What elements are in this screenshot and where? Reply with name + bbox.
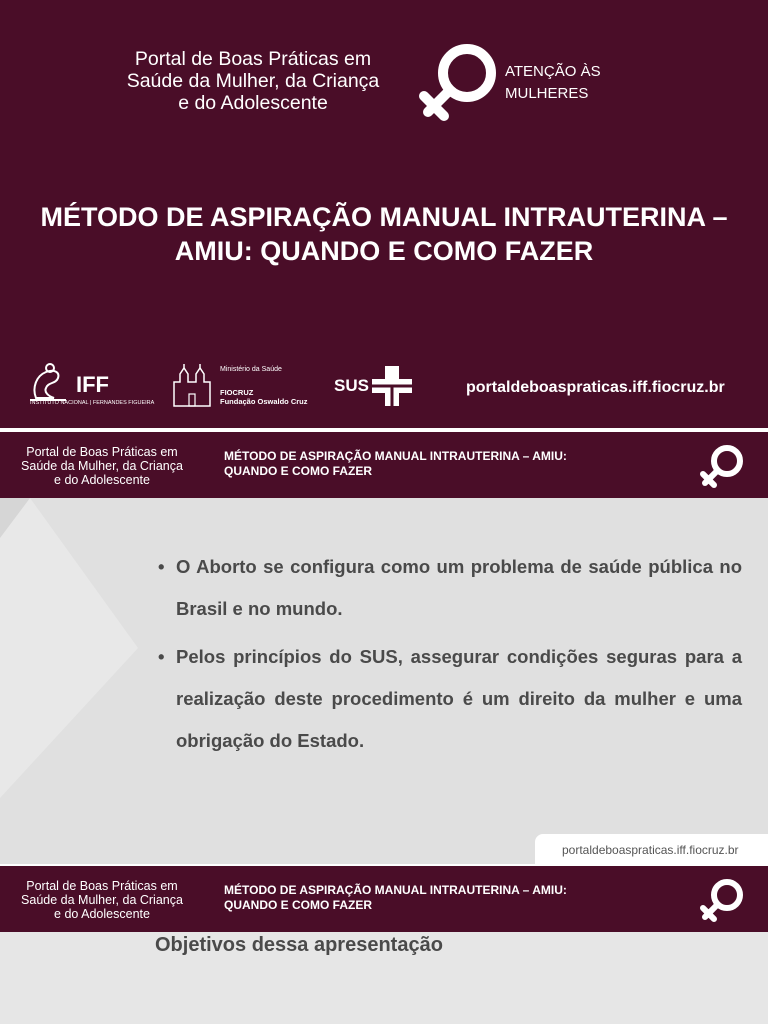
bullet-text: Pelos princípios do SUS, assegurar condições seguras para a realização deste procedimento é um direito da mulher e uma obrigação do Estado.	[176, 646, 742, 751]
header-title	[224, 883, 567, 913]
content-slide	[0, 866, 768, 1024]
header-portal-line: e do Adolescente	[54, 473, 150, 487]
header-portal-name	[16, 879, 188, 921]
female-symbol-icon	[418, 40, 500, 122]
header-title-line: MÉTODO DE ASPIRAÇÃO MANUAL INTRAUTERINA – AMIU:	[224, 449, 567, 463]
content-slide	[0, 432, 768, 866]
title-line: AMIU: QUANDO E COMO FAZER	[174, 236, 594, 266]
fiocruz-name	[220, 388, 308, 406]
sus-logo	[334, 364, 416, 408]
section-label	[505, 61, 601, 105]
fiocruz-logo	[170, 362, 330, 410]
portal-name-line: Saúde da Mulher, da Criança	[126, 70, 380, 92]
header-title-line: MÉTODO DE ASPIRAÇÃO MANUAL INTRAUTERINA – AMIU:	[224, 883, 567, 897]
sus-logo-text: SUS	[334, 376, 369, 395]
header-portal-line: Saúde da Mulher, da Criança	[21, 459, 183, 473]
bullet-item	[158, 546, 742, 630]
slide-body	[0, 498, 768, 866]
header-portal-name	[16, 445, 188, 487]
title-slide	[0, 0, 768, 432]
fiocruz-castle-icon	[170, 362, 214, 408]
header-title-line: QUANDO E COMO FAZER	[224, 898, 373, 912]
fiocruz-name-line: Fundação Oswaldo Cruz	[220, 397, 308, 406]
iff-logo-text: IFF	[76, 372, 109, 397]
header-portal-line: e do Adolescente	[54, 907, 150, 921]
header-portal-line: Portal de Boas Práticas em	[26, 445, 178, 459]
bullet-marker: •	[158, 646, 165, 667]
url-footer	[535, 834, 768, 866]
portal-name-line: Portal de Boas Práticas em	[134, 48, 372, 70]
slide-header	[0, 866, 768, 932]
footer-url: portaldeboaspraticas.iff.fiocruz.br	[562, 843, 739, 857]
slide-header	[0, 432, 768, 498]
section-label-line: MULHERES	[505, 85, 589, 102]
portal-name-line: e do Adolescente	[178, 92, 328, 114]
section-label-line: ATENÇÃO ÀS	[505, 63, 601, 80]
iff-emblem-icon	[28, 362, 68, 402]
bullet-marker: •	[158, 556, 165, 577]
ministerio-label: Ministério da Saúde	[220, 366, 282, 373]
female-symbol-icon	[698, 442, 746, 490]
section-heading: Objetivos dessa apresentação	[155, 934, 443, 956]
female-symbol-icon	[698, 876, 746, 924]
presentation-title	[20, 200, 748, 268]
header-portal-line: Portal de Boas Práticas em	[26, 879, 178, 893]
title-line: MÉTODO DE ASPIRAÇÃO MANUAL INTRAUTERINA –	[40, 202, 728, 232]
iff-logo-subtext: INSTITUTO NACIONAL | FERNANDES FIGUEIRA	[30, 400, 155, 406]
header-portal-line: Saúde da Mulher, da Criança	[21, 893, 183, 907]
header-title	[224, 449, 567, 479]
partner-logos	[0, 354, 768, 414]
iff-logo	[28, 360, 155, 410]
portal-name	[112, 48, 394, 114]
bullet-text: O Aborto se configura como um problema de saúde pública no Brasil e no mundo.	[176, 556, 742, 619]
sus-cross-icon	[370, 364, 414, 408]
bullet-item	[158, 636, 742, 762]
bullet-list	[158, 546, 742, 762]
portal-url: portaldeboaspraticas.iff.fiocruz.br	[466, 379, 725, 396]
fiocruz-name-line: FIOCRUZ	[220, 388, 254, 397]
header-title-line: QUANDO E COMO FAZER	[224, 464, 373, 478]
